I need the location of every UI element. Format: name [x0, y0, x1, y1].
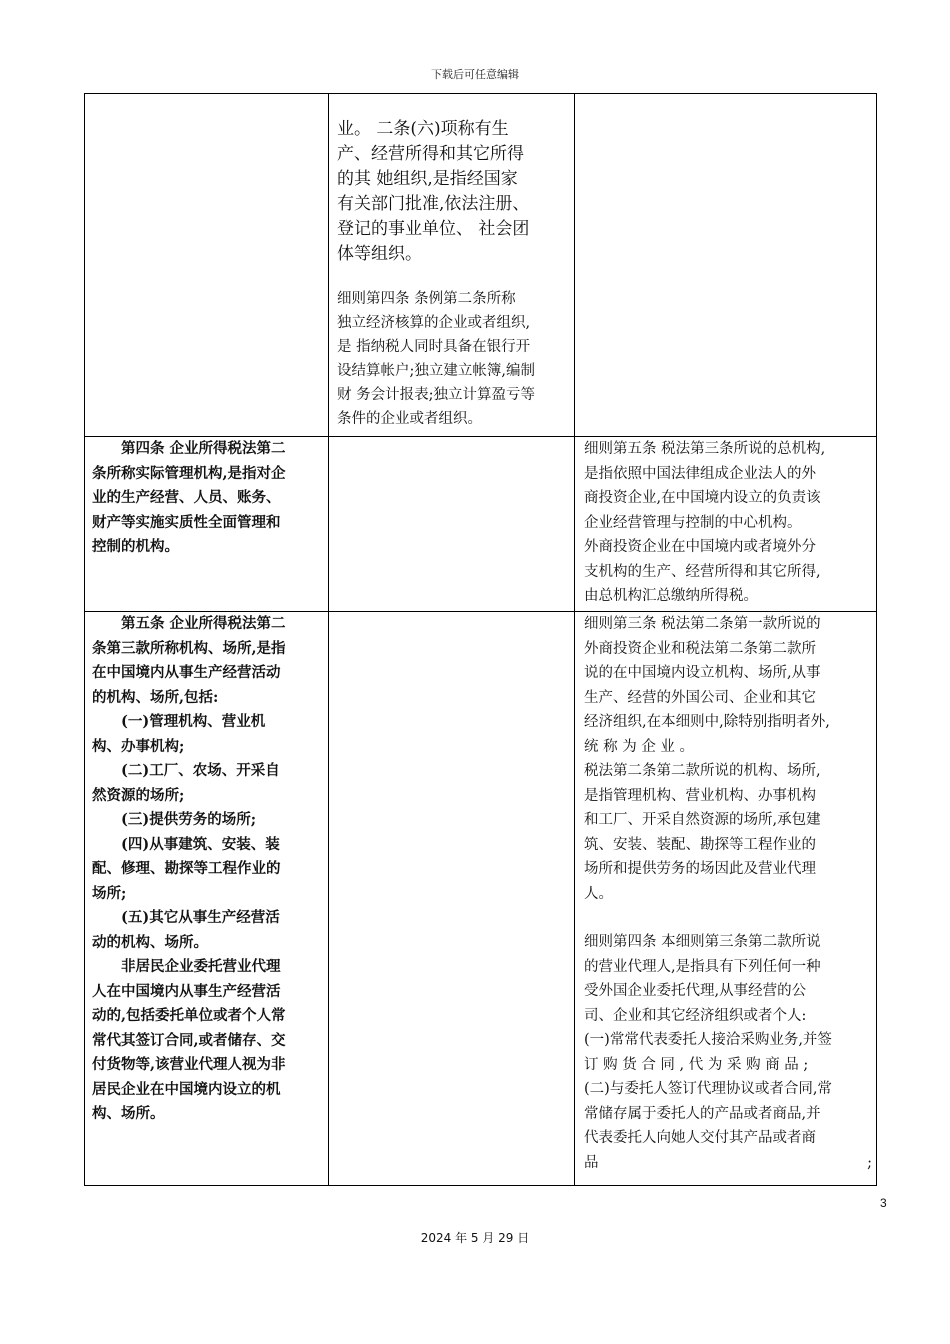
table-border-top — [84, 93, 877, 94]
text-line: 是指依照中国法律组成企业法人的外 — [584, 465, 816, 482]
text-line: 场所和提供劳务的场因此及营业代理 — [584, 861, 816, 877]
row1-col2-cell — [337, 117, 569, 431]
article-heading-4: 第四条 企业所得税法第二 — [121, 440, 286, 457]
list-item: (五)其它从事生产经营活 — [121, 909, 280, 926]
text-line: 司、企业和其它经济组织或者个人: — [584, 1007, 807, 1024]
paragraph-start: 非居民企业委托营业代理 — [121, 958, 281, 975]
text-line: 说的在中国境内设立机构、场所,从事 — [584, 665, 821, 681]
text-line: 有关部门批准,依法注册、 — [337, 194, 530, 214]
text-line: 经济组织,在本细则中,除特别指明者外, — [584, 714, 830, 730]
text-line: 体等组织。 — [337, 244, 422, 264]
page-footer-date: 2024 年 5 月 29 日 — [420, 1231, 530, 1245]
table-border-left — [84, 93, 85, 1186]
text-line: 支机构的生产、经营所得和其它所得, — [584, 563, 821, 580]
list-item: (二)工厂、农场、开采自 — [121, 762, 280, 779]
text-line: 财 务会计报表;独立计算盈亏等 — [337, 387, 535, 403]
page-number: 3 — [880, 1196, 887, 1210]
text-line: 和工厂、开采自然资源的场所,承包建 — [584, 812, 821, 828]
text-line: 人在中国境内从事生产经营活 — [92, 982, 281, 1000]
text-line: 细则第五条 税法第三条所说的总机构, — [584, 441, 826, 457]
text-line: 场所; — [92, 884, 127, 902]
text-line: 业的生产经营、人员、账务、 — [92, 489, 281, 506]
text-line: 构、场所。 — [92, 1105, 165, 1122]
trailing-semicolon: ; — [867, 1154, 872, 1171]
list-item: (一)管理机构、营业机 — [121, 713, 266, 730]
text-line: 外商投资企业和税法第二条第二款所 — [584, 640, 816, 657]
column-divider-2 — [574, 93, 575, 1186]
text-line: 的机构、场所,包括: — [92, 688, 219, 706]
text-line: 常储存属于委托人的产品或者商品,并 — [584, 1105, 821, 1122]
text-line: 是指管理机构、营业机构、办事机构 — [584, 787, 816, 804]
row2-col3-cell — [584, 437, 872, 609]
row1-col2-paragraph-2 — [337, 287, 569, 431]
text-line: (一)常常代表委托人接洽采购业务,并签 — [584, 1032, 832, 1048]
text-line: 筑、安装、装配、勘探等工程作业的 — [584, 836, 816, 853]
text-line: 细则第三条 税法第二条第一款所说的 — [584, 616, 821, 632]
row3-col1-cell — [92, 612, 322, 1127]
text-line: 付货物等,该营业代理人视为非 — [92, 1056, 286, 1073]
text-line: 条第三款所称机构、场所,是指 — [92, 639, 286, 657]
text-line: 居民企业在中国境内设立的机 — [92, 1080, 281, 1098]
text-line: 受外国企业委托代理,从事经营的公 — [584, 983, 807, 999]
table-border-bottom — [84, 1185, 877, 1186]
text-line: 条所称实际管理机构,是指对企 — [92, 464, 286, 482]
text-line: 企业经营管理与控制的中心机构。 — [584, 514, 802, 531]
row3-col3-cell — [584, 612, 872, 1175]
text-line: 订 购 货 合 同 , 代 为 采 购 商 品 ; — [584, 1056, 809, 1073]
text-line: 然资源的场所; — [92, 786, 185, 804]
text-line: 在中国境内从事生产经营活动 — [92, 664, 281, 681]
text-line: 的其 她组织,是指经国家 — [337, 169, 518, 189]
row2-col1-cell — [92, 437, 322, 560]
text-line: 由总机构汇总缴纳所得税。 — [584, 588, 758, 604]
text-line: 配、修理、勘探等工程作业的 — [92, 860, 281, 877]
text-line: 常代其签订合同,或者储存、交 — [92, 1031, 286, 1049]
text-line: (二)与委托人签订代理协议或者合同,常 — [584, 1081, 832, 1097]
text-line: 税法第二条第二款所说的机构、场所, — [584, 763, 821, 779]
text-line: 设结算帐户;独立建立帐簿,编制 — [337, 363, 535, 379]
text-line: 细则第四条 本细则第三条第二款所说 — [584, 934, 821, 950]
text-line: 动的,包括委托单位或者个人常 — [92, 1007, 286, 1024]
list-item: (三)提供劳务的场所; — [121, 811, 257, 828]
row1-col2-paragraph-1 — [337, 117, 569, 267]
article-heading-5: 第五条 企业所得税法第二 — [121, 615, 286, 632]
row3-col3-paragraph-2 — [584, 930, 872, 1175]
text-line: 业。 二条(六)项称有生 — [337, 119, 509, 139]
text-line: 产、经营所得和其它所得 — [337, 144, 524, 164]
text-line: 登记的事业单位、 社会团 — [337, 219, 530, 239]
text-line-with-trailing-semicolon — [584, 1151, 872, 1176]
regulation-table — [84, 93, 877, 1186]
text-line: 构、办事机构; — [92, 737, 185, 755]
text-line: 独立经济核算的企业或者组织, — [337, 315, 531, 331]
column-divider-1 — [328, 93, 329, 1186]
text-line: 外商投资企业在中国境内或者境外分 — [584, 539, 816, 555]
text-line: 代表委托人向她人交付其产品或者商 — [584, 1130, 816, 1146]
text-line: 生产、经营的外国公司、企业和其它 — [584, 689, 816, 706]
text-line: 人。 — [584, 885, 613, 902]
text-line: 动的机构、场所。 — [92, 933, 208, 951]
text-line: 细则第四条 条例第二条所称 — [337, 291, 516, 307]
table-border-right — [876, 93, 877, 1186]
page-header: 下载后可任意编辑 — [431, 68, 519, 81]
row3-col3-paragraph-1 — [584, 612, 872, 906]
text-line: 条件的企业或者组织。 — [337, 411, 482, 427]
text-line: 是 指纳税人同时具备在银行开 — [337, 339, 531, 355]
text-line: 财产等实施实质性全面管理和 — [92, 513, 281, 531]
text-line: 统 称 为 企 业 。 — [584, 738, 695, 755]
text-line: 商投资企业,在中国境内设立的负责该 — [584, 490, 821, 506]
text-line: 的营业代理人,是指具有下列任何一种 — [584, 958, 821, 975]
list-item: (四)从事建筑、安装、装 — [121, 835, 280, 853]
text-line: 控制的机构。 — [92, 538, 179, 555]
text-fragment: 品 — [584, 1154, 599, 1171]
